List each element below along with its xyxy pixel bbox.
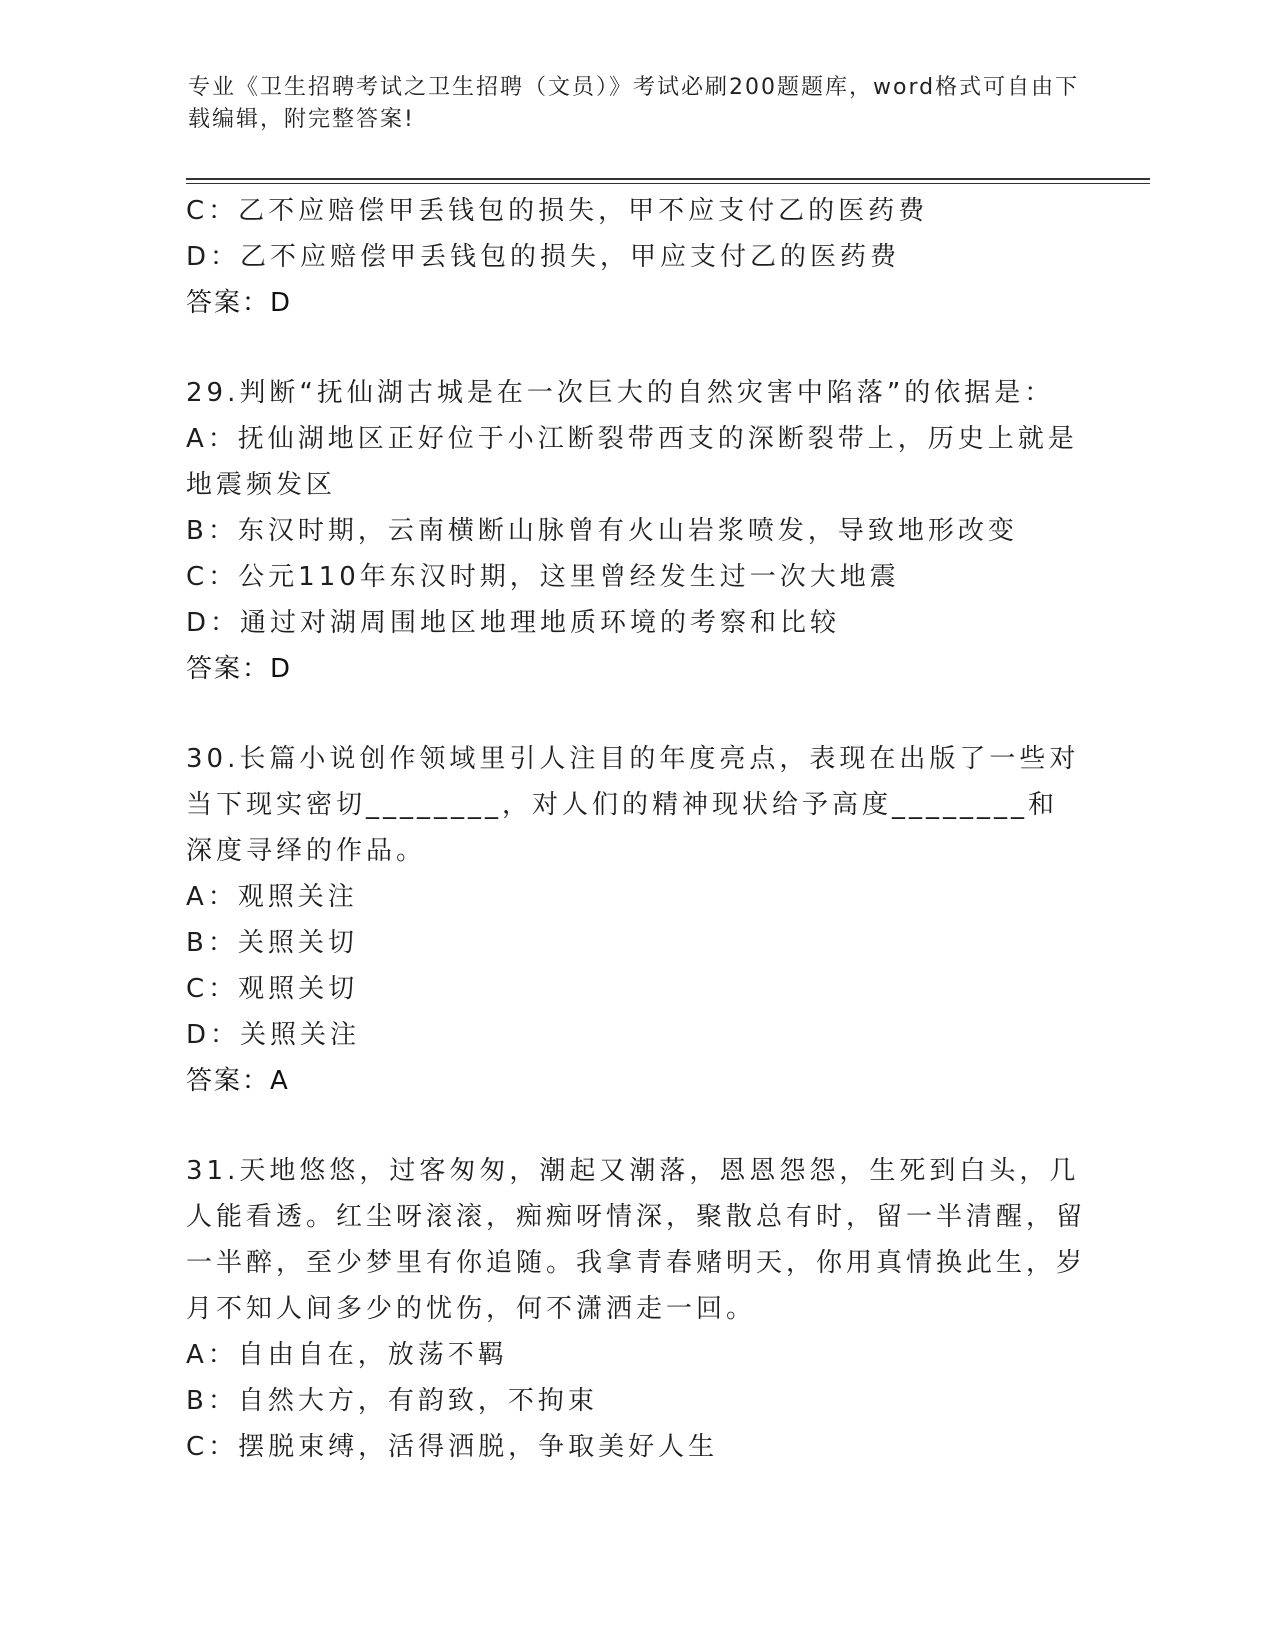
q28-answer: 答案：D — [186, 288, 293, 318]
q29-option-b: B：东汉时期，云南横断山脉曾有火山岩浆喷发，导致地形改变 — [186, 516, 1018, 546]
question-28-block — [186, 188, 1086, 326]
spacer — [186, 1104, 1086, 1148]
q29-option-a: A：抚仙湖地区正好位于小江断裂带西支的深断裂带上，历史上就是地震频发区 — [186, 424, 1078, 500]
q30-option-b: B：关照关切 — [186, 928, 358, 958]
q29-question: 29.判断“抚仙湖古城是在一次巨大的自然灾害中陷落”的依据是： — [186, 378, 1055, 408]
q30-option-c: C：观照关切 — [186, 974, 359, 1004]
q29-option-c: C：公元110年东汉时期，这里曾经发生过一次大地震 — [186, 562, 900, 592]
q31-option-b: B：自然大方，有韵致，不拘束 — [186, 1386, 598, 1416]
q28-option-c: C：乙不应赔偿甲丢钱包的损失，甲不应支付乙的医药费 — [186, 196, 929, 226]
q31-question: 31.天地悠悠，过客匆匆，潮起又潮落，恩恩怨怨，生死到白头，几人能看透。红尘呀滚滚，痴痴呀情深，聚散总有时，留一半清醒，留一半醉，至少梦里有你追随。我拿青春赌明天，你用真情换此生，岁月不知人间多少的忧伤，何不潇洒走一回。 — [186, 1156, 1087, 1324]
question-30-block — [186, 736, 1086, 1104]
header-divider-thin — [186, 183, 1150, 184]
page-header: 专业《卫生招聘考试之卫生招聘（文员）》考试必刷200题题库，word格式可自由下载编辑，附完整答案! — [188, 75, 1080, 132]
q28-option-d: D：乙不应赔偿甲丢钱包的损失，甲应支付乙的医药费 — [186, 242, 901, 272]
q31-option-c: C：摆脱束缚，活得洒脱，争取美好人生 — [186, 1432, 719, 1462]
q29-answer: 答案：D — [186, 654, 293, 684]
q30-option-d: D：关照关注 — [186, 1020, 361, 1050]
spacer — [186, 692, 1086, 736]
q31-option-a: A：自由自在，放荡不羁 — [186, 1340, 508, 1370]
q30-question: 30.长篇小说创作领域里引人注目的年度亮点，表现在出版了一些对当下现实密切________，对人们的精神现状给予高度________和深度寻绎的作品。 — [186, 744, 1080, 866]
question-29-block — [186, 370, 1086, 692]
question-content — [186, 188, 1086, 1470]
question-31-block — [186, 1148, 1086, 1470]
q30-option-a: A：观照关注 — [186, 882, 358, 912]
q29-option-d: D：通过对湖周围地区地理地质环境的考察和比较 — [186, 608, 841, 638]
spacer — [186, 326, 1086, 370]
header-divider-thick — [186, 178, 1150, 180]
q30-answer: 答案：A — [186, 1066, 290, 1096]
